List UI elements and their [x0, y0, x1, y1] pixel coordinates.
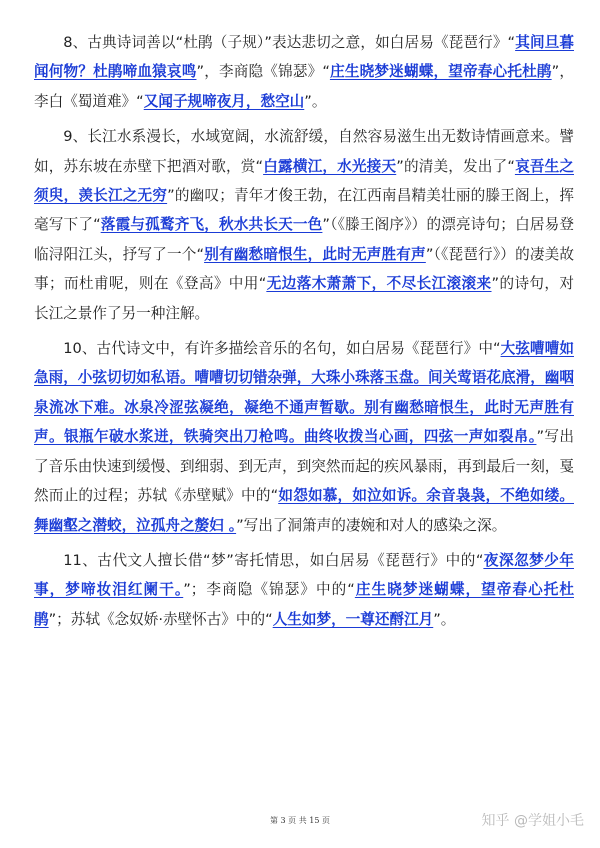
- body-text: 10、古代诗文中，有许多描绘音乐的名句，如白居易《琵琶行》中“: [63, 340, 501, 358]
- highlighted-quote: 大弦嘈嘈如急雨，小弦切切如私语。嘈嘈切切错杂弹，大珠小珠落玉盘。间关莺语花底滑，幽咽泉流冰下难。冰泉冷涩弦凝绝，凝绝不通声暂歇。别有幽愁暗恨生，此时无声胜有声。银瓶乍破水浆迸，铁骑突出刀枪鸣。曲终收拨当心画，四弦一声如裂帛。: [34, 340, 574, 446]
- paragraph-9: [34, 122, 574, 328]
- body-text: 8、古典诗词善以“杜鹃（子规）”表达悲切之意，如白居易《琵琶行》“: [63, 34, 516, 51]
- highlighted-quote: 落霞与孤鹜齐飞，秋水共长天一色: [100, 216, 323, 234]
- highlighted-quote: 庄生晓梦迷蝴蝶，望帝春心托杜鹃: [329, 63, 552, 81]
- body-text: ”的清美，发出了“: [396, 157, 515, 175]
- body-text: ”写出了音乐由快速到缓慢、到细弱、到无声，到突然而起的疾风暴雨，再到最后一刻，戛然而止的过程；苏轼《赤壁赋》中的“: [34, 428, 574, 505]
- body-text: ”（《琵琶行》）的凄美故事；而杜甫呢，则在《登高》中用“: [34, 245, 574, 293]
- highlighted-quote: 无边落木萧萧下，不尽长江滚滚来: [266, 275, 492, 293]
- watermark: 知乎 @学姐小毛: [481, 813, 584, 829]
- body-text: ”的幽叹；青年才俊王勃，在江西南昌精美壮丽的滕王阁上，挥毫写下了“: [34, 187, 574, 234]
- highlighted-quote: 夜深忽梦少年事，梦啼妆泪红阑干。: [34, 551, 574, 599]
- highlighted-quote: 别有幽愁暗恨生，此时无声胜有声: [204, 245, 426, 263]
- highlighted-quote: 又闻子规啼夜月，愁空山: [143, 92, 305, 110]
- body-text: ”，李商隐《锦瑟》“: [196, 63, 330, 81]
- body-text: ”；苏轼《念奴娇·赤壁怀古》中的“: [48, 610, 273, 628]
- highlighted-quote: 白露横江，水光接天: [263, 157, 397, 175]
- paragraph-11: [34, 546, 574, 634]
- body-text: 9、长江水系漫长，水域宽阔，水流舒缓，自然容易滋生出无数诗情画意来。譬如，苏东坡在赤壁下把酒对歌，赏“: [34, 128, 574, 175]
- body-text: ”。: [304, 92, 327, 110]
- body-text: 11、古代文人擅长借“梦”寄托情思，如白居易《琵琶行》中的“: [63, 551, 484, 569]
- paragraph-8: [34, 28, 574, 116]
- body-text: ”，李白《蜀道难》“: [34, 63, 574, 110]
- page-number: 第 3 页 共 15 页: [270, 816, 330, 825]
- highlighted-quote: 其间旦暮闻何物？杜鹃啼血猿哀鸣: [34, 34, 574, 81]
- highlighted-quote: 哀吾生之须臾，羡长江之无穷: [34, 157, 574, 205]
- highlighted-quote: 庄生晓梦迷蝴蝶，望帝春心托杜鹃: [34, 581, 574, 628]
- highlighted-quote: 人生如梦，一尊还酹江月: [272, 610, 434, 628]
- body-text: ”的诗句，对长江之景作了另一种注解。: [34, 275, 575, 322]
- body-text: ”；李商隐《锦瑟》中的“: [183, 581, 355, 599]
- paragraph-10: [34, 334, 574, 540]
- document-body: [34, 28, 574, 640]
- highlighted-quote: 如怨如慕，如泣如诉。余音袅袅，不绝如缕。舞幽壑之潜蛟，泣孤舟之嫠妇 。: [34, 487, 574, 534]
- body-text: ”写出了洞箫声的凄婉和对人的感染之深。: [236, 516, 507, 534]
- body-text: ”（《滕王阁序》）的漂亮诗句；白居易登临浔阳江头，抒写了一个“: [34, 216, 574, 263]
- body-text: ”。: [433, 610, 456, 628]
